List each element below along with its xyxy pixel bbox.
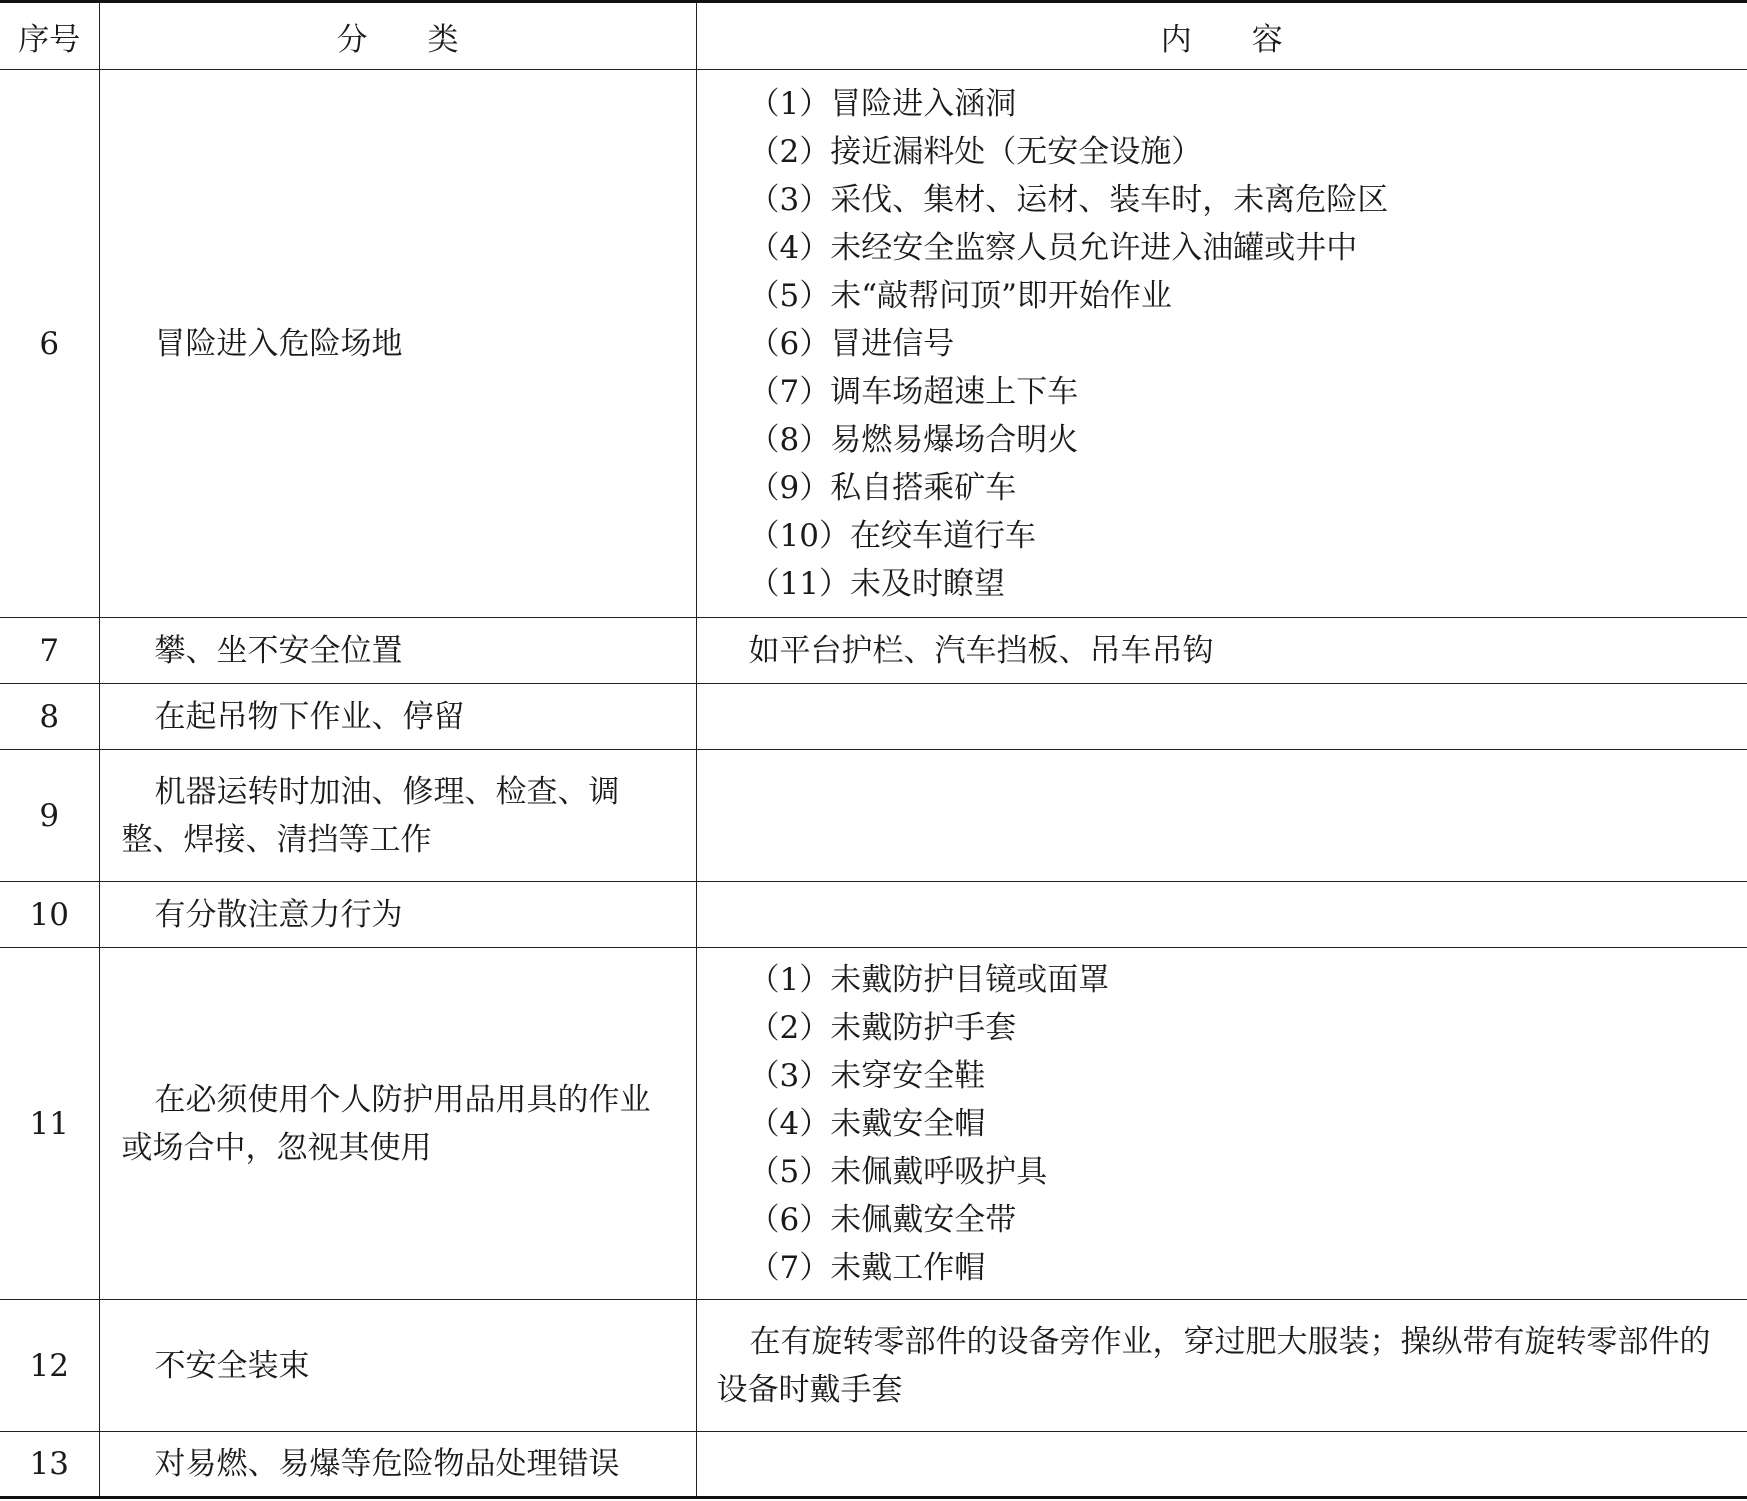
table-row bbox=[0, 70, 1747, 618]
row-category: 有分散注意力行为 bbox=[99, 882, 696, 948]
table-row bbox=[0, 684, 1747, 750]
row-index: 13 bbox=[0, 1432, 99, 1498]
row-content bbox=[696, 1432, 1747, 1498]
table-row bbox=[0, 1432, 1747, 1498]
row-content bbox=[696, 750, 1747, 882]
row-content bbox=[696, 948, 1747, 1300]
list-item: （6）未佩戴安全带 bbox=[748, 1201, 1017, 1238]
row-category: 冒险进入危险场地 bbox=[99, 70, 696, 618]
table-row bbox=[0, 1300, 1747, 1432]
list-item: （11）未及时瞭望 bbox=[748, 565, 1005, 602]
table-row bbox=[0, 882, 1747, 948]
list-item: （6）冒进信号 bbox=[748, 325, 955, 362]
row-category: 在起吊物下作业、停留 bbox=[99, 684, 696, 750]
row-index: 11 bbox=[0, 948, 99, 1300]
row-content-text: 在有旋转零部件的设备旁作业，穿过肥大服装；操纵带有旋转零部件的设备时戴手套 bbox=[716, 1323, 1711, 1408]
list-item: （7）未戴工作帽 bbox=[748, 1249, 986, 1286]
list-item: （1）未戴防护目镜或面罩 bbox=[748, 961, 1110, 998]
row-index: 6 bbox=[0, 70, 99, 618]
row-content bbox=[696, 618, 1747, 684]
row-index: 12 bbox=[0, 1300, 99, 1432]
row-content bbox=[696, 1300, 1747, 1432]
list-item: （2）接近漏料处（无安全设施） bbox=[748, 133, 1203, 170]
row-index: 9 bbox=[0, 750, 99, 882]
header-content: 内容 bbox=[696, 2, 1747, 70]
row-category: 机器运转时加油、修理、检查、调整、焊接、清挡等工作 bbox=[99, 750, 696, 882]
row-index: 10 bbox=[0, 882, 99, 948]
row-index: 7 bbox=[0, 618, 99, 684]
list-item: （5）未“敲帮问顶”即开始作业 bbox=[748, 277, 1172, 314]
row-content bbox=[696, 684, 1747, 750]
table-row bbox=[0, 750, 1747, 882]
list-item: （3）未穿安全鞋 bbox=[748, 1057, 986, 1094]
row-index: 8 bbox=[0, 684, 99, 750]
list-item: （4）未戴安全帽 bbox=[748, 1105, 986, 1142]
list-item: （4）未经安全监察人员允许进入油罐或井中 bbox=[748, 229, 1358, 266]
list-item: （9）私自搭乘矿车 bbox=[748, 469, 1017, 506]
row-category: 对易燃、易爆等危险物品处理错误 bbox=[99, 1432, 696, 1498]
table-row bbox=[0, 618, 1747, 684]
row-category: 攀、坐不安全位置 bbox=[99, 618, 696, 684]
row-category: 在必须使用个人防护用品用具的作业或场合中，忽视其使用 bbox=[99, 948, 696, 1300]
list-item: （7）调车场超速上下车 bbox=[748, 373, 1079, 410]
header-category: 分类 bbox=[99, 2, 696, 70]
table-header-row bbox=[0, 2, 1747, 70]
list-item: （3）采伐、集材、运材、装车时，未离危险区 bbox=[748, 181, 1389, 218]
row-content bbox=[696, 70, 1747, 618]
list-item: （5）未佩戴呼吸护具 bbox=[748, 1153, 1048, 1190]
list-item: （1）冒险进入涵洞 bbox=[748, 85, 1017, 122]
row-category: 不安全装束 bbox=[99, 1300, 696, 1432]
row-content-text: 如平台护栏、汽车挡板、吊车吊钩 bbox=[748, 632, 1214, 669]
row-content bbox=[696, 882, 1747, 948]
list-item: （10）在绞车道行车 bbox=[748, 517, 1036, 554]
table-row bbox=[0, 948, 1747, 1300]
header-index: 序号 bbox=[0, 2, 99, 70]
list-item: （8）易燃易爆场合明火 bbox=[748, 421, 1079, 458]
list-item: （2）未戴防护手套 bbox=[748, 1009, 1017, 1046]
